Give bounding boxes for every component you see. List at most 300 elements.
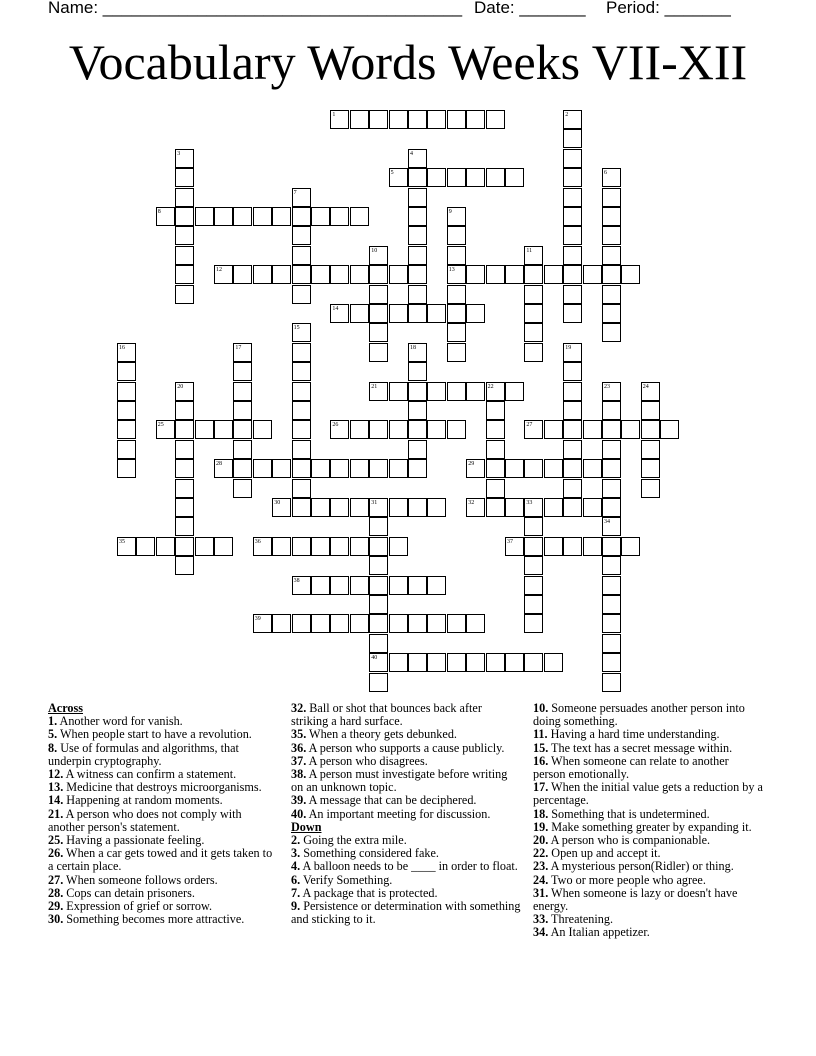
crossword-cell[interactable]	[330, 207, 349, 226]
clue-number: 32.	[291, 702, 307, 715]
clue-text: A message that can be deciphered.	[306, 793, 477, 808]
crossword-cell[interactable]	[292, 285, 311, 304]
crossword-cell[interactable]	[602, 614, 621, 633]
crossword-cell[interactable]	[292, 401, 311, 420]
crossword-cell[interactable]	[330, 265, 349, 284]
crossword-cell[interactable]	[602, 420, 621, 439]
crossword-cell[interactable]	[408, 110, 427, 129]
crossword-cell[interactable]	[427, 168, 446, 187]
crossword-cell[interactable]	[583, 537, 602, 556]
clue-text: A mysterious person(Ridler) or thing.	[548, 859, 734, 874]
crossword-cell[interactable]	[175, 246, 194, 265]
crossword-cell[interactable]	[389, 110, 408, 129]
crossword-cell[interactable]	[408, 498, 427, 517]
crossword-cell[interactable]	[544, 537, 563, 556]
crossword-cell[interactable]	[524, 265, 543, 284]
crossword-cell[interactable]	[524, 576, 543, 595]
crossword-cell[interactable]	[563, 168, 582, 187]
crossword-cell[interactable]	[602, 498, 621, 517]
crossword-cell[interactable]	[233, 479, 252, 498]
crossword-cell[interactable]	[427, 576, 446, 595]
crossword-cell[interactable]	[427, 653, 446, 672]
crossword-cell[interactable]	[195, 207, 214, 226]
crossword-cell[interactable]	[466, 168, 485, 187]
clue-number-label: 32	[468, 500, 475, 506]
crossword-cell[interactable]	[486, 653, 505, 672]
crossword-cell[interactable]	[214, 537, 233, 556]
clue-text: Someone persuades another person into doing something.	[533, 702, 745, 729]
clue-number-label: 24	[642, 383, 649, 390]
crossword-cell[interactable]	[117, 440, 136, 459]
crossword-cell[interactable]	[408, 420, 427, 439]
crossword-cell[interactable]	[350, 265, 369, 284]
crossword-cell[interactable]	[350, 207, 369, 226]
crossword-cell[interactable]	[563, 188, 582, 207]
crossword-cell[interactable]	[641, 479, 660, 498]
crossword-cell[interactable]	[175, 556, 194, 575]
crossword-cell[interactable]	[369, 343, 388, 362]
crossword-cell[interactable]	[272, 614, 291, 633]
crossword-cell[interactable]	[563, 401, 582, 420]
crossword-cell[interactable]	[369, 537, 388, 556]
crossword-cell[interactable]	[214, 207, 233, 226]
crossword-cell[interactable]	[563, 226, 582, 245]
clue-number: 2.	[291, 833, 301, 848]
crossword-cell[interactable]	[292, 420, 311, 439]
crossword-cell[interactable]	[408, 362, 427, 381]
clue-number-label: 21	[371, 383, 378, 390]
crossword-cell[interactable]	[602, 207, 621, 226]
crossword-cell[interactable]	[389, 653, 408, 672]
crossword-cell[interactable]	[369, 420, 388, 439]
crossword-cell[interactable]	[602, 556, 621, 575]
crossword-cell[interactable]	[175, 207, 194, 226]
crossword-cell[interactable]	[175, 440, 194, 459]
clue-number-label: 23	[604, 383, 610, 390]
clue-number: 9.	[291, 899, 301, 914]
crossword-cell[interactable]	[311, 459, 330, 478]
crossword-cell[interactable]	[292, 246, 311, 265]
crossword-cell[interactable]	[369, 556, 388, 575]
crossword-cell[interactable]	[602, 673, 621, 692]
crossword-cell[interactable]	[524, 343, 543, 362]
crossword-cell[interactable]	[156, 537, 175, 556]
clue-item	[533, 926, 763, 939]
crossword-cell[interactable]	[311, 537, 330, 556]
crossword-cell[interactable]	[486, 110, 505, 129]
crossword-cell[interactable]	[602, 401, 621, 420]
crossword-cell[interactable]	[175, 226, 194, 245]
crossword-cell[interactable]	[389, 614, 408, 633]
clue-text: Two or more people who agree.	[548, 872, 706, 887]
crossword-cell[interactable]	[175, 168, 194, 187]
crossword-cell[interactable]	[563, 382, 582, 401]
crossword-cell[interactable]	[408, 440, 427, 459]
clue-number: 17.	[533, 780, 549, 795]
crossword-cell[interactable]	[602, 440, 621, 459]
crossword-cell[interactable]	[602, 653, 621, 672]
crossword-cell[interactable]	[447, 246, 466, 265]
crossword-cell[interactable]	[505, 265, 524, 284]
crossword-cell[interactable]	[583, 420, 602, 439]
crossword-cell[interactable]	[563, 265, 582, 284]
crossword-cell[interactable]	[563, 207, 582, 226]
crossword-cell[interactable]	[389, 537, 408, 556]
crossword-cell[interactable]	[583, 459, 602, 478]
crossword-cell[interactable]	[233, 207, 252, 226]
crossword-cell[interactable]	[602, 188, 621, 207]
crossword-cell[interactable]	[292, 440, 311, 459]
clue-number-label: 35	[119, 538, 125, 545]
crossword-cell[interactable]	[311, 207, 330, 226]
crossword-cell[interactable]	[369, 673, 388, 692]
crossword-cell[interactable]	[524, 537, 543, 556]
crossword-cell[interactable]	[544, 459, 563, 478]
crossword-cell[interactable]	[369, 576, 388, 595]
crossword-cell[interactable]	[466, 614, 485, 633]
crossword-cell[interactable]	[447, 653, 466, 672]
crossword-cell[interactable]	[563, 479, 582, 498]
crossword-cell[interactable]	[350, 576, 369, 595]
crossword-cell[interactable]	[621, 537, 640, 556]
crossword-cell[interactable]	[563, 285, 582, 304]
crossword-cell[interactable]	[505, 498, 524, 517]
crossword-cell[interactable]	[117, 420, 136, 439]
crossword-cell[interactable]	[408, 168, 427, 187]
crossword-cell[interactable]	[427, 498, 446, 517]
crossword-cell[interactable]	[369, 517, 388, 536]
crossword-cell[interactable]	[427, 614, 446, 633]
crossword-cell[interactable]	[408, 285, 427, 304]
clue-number: 11.	[533, 727, 548, 742]
crossword-cell[interactable]	[447, 420, 466, 439]
crossword-cell[interactable]	[292, 498, 311, 517]
crossword-cell[interactable]	[447, 343, 466, 362]
crossword-cell[interactable]	[292, 479, 311, 498]
crossword-cell[interactable]	[466, 653, 485, 672]
crossword-cell[interactable]	[369, 285, 388, 304]
crossword-cell[interactable]	[175, 537, 194, 556]
crossword-cell[interactable]	[505, 382, 524, 401]
crossword-cell[interactable]	[233, 401, 252, 420]
crossword-cell[interactable]	[602, 634, 621, 653]
crossword-cell[interactable]	[175, 459, 194, 478]
crossword-cell[interactable]	[311, 576, 330, 595]
crossword-cell[interactable]	[524, 595, 543, 614]
crossword-cell[interactable]	[408, 614, 427, 633]
crossword-cell[interactable]	[117, 382, 136, 401]
clue-number-label: 36	[254, 538, 261, 545]
crossword-cell[interactable]	[408, 576, 427, 595]
crossword-cell[interactable]	[583, 265, 602, 284]
crossword-cell[interactable]	[602, 265, 621, 284]
crossword-cell[interactable]	[292, 382, 311, 401]
crossword-cell[interactable]	[136, 537, 155, 556]
crossword-cell[interactable]	[175, 401, 194, 420]
crossword-cell[interactable]	[486, 440, 505, 459]
crossword-cell[interactable]	[641, 440, 660, 459]
crossword-cell[interactable]	[602, 226, 621, 245]
crossword-cell[interactable]	[427, 110, 446, 129]
crossword-cell[interactable]	[330, 498, 349, 517]
clue-text: When the initial value gets a reduction by a percentage.	[533, 780, 763, 808]
crossword-cell[interactable]	[369, 459, 388, 478]
crossword-cell[interactable]	[175, 265, 194, 284]
crossword-cell[interactable]	[524, 285, 543, 304]
crossword-cell[interactable]	[408, 246, 427, 265]
crossword-cell[interactable]	[544, 653, 563, 672]
crossword-cell[interactable]	[350, 110, 369, 129]
crossword-cell[interactable]	[233, 459, 252, 478]
crossword-cell[interactable]	[175, 285, 194, 304]
crossword-cell[interactable]	[524, 323, 543, 342]
clue-text: Another word for vanish.	[57, 714, 183, 729]
crossword-cell[interactable]	[272, 207, 291, 226]
crossword-cell[interactable]	[175, 498, 194, 517]
crossword-cell[interactable]	[117, 362, 136, 381]
crossword-cell[interactable]	[602, 479, 621, 498]
clue-item	[291, 900, 521, 926]
crossword-cell[interactable]	[253, 459, 272, 478]
crossword-cell[interactable]	[486, 420, 505, 439]
crossword-cell[interactable]	[660, 420, 679, 439]
crossword-cell[interactable]	[466, 265, 485, 284]
crossword-cell[interactable]	[272, 537, 291, 556]
crossword-cell[interactable]	[408, 382, 427, 401]
crossword-cell[interactable]	[292, 343, 311, 362]
crossword-cell[interactable]	[602, 246, 621, 265]
crossword-cell[interactable]	[447, 304, 466, 323]
crossword-cell[interactable]	[602, 323, 621, 342]
crossword-cell[interactable]	[524, 517, 543, 536]
clue-number-label: 17	[235, 344, 242, 351]
crossword-cell[interactable]	[602, 459, 621, 478]
crossword-cell[interactable]	[389, 382, 408, 401]
crossword-cell[interactable]	[408, 304, 427, 323]
crossword-cell[interactable]	[369, 304, 388, 323]
crossword-cell[interactable]	[641, 401, 660, 420]
crossword-cell[interactable]	[292, 537, 311, 556]
crossword-cell[interactable]	[563, 420, 582, 439]
crossword-cell[interactable]	[292, 207, 311, 226]
crossword-cell[interactable]	[524, 556, 543, 575]
crossword-cell[interactable]	[408, 401, 427, 420]
crossword-cell[interactable]	[583, 498, 602, 517]
crossword-cell[interactable]	[621, 420, 640, 439]
crossword-cell[interactable]	[524, 614, 543, 633]
crossword-cell[interactable]	[389, 459, 408, 478]
clue-number-label: 30	[274, 500, 281, 506]
name-field[interactable]: Name: ______________________________________	[48, 0, 463, 17]
clue-number-label: 1	[332, 112, 336, 118]
crossword-cell[interactable]	[175, 420, 194, 439]
clue-number: 29.	[48, 899, 64, 914]
crossword-cell[interactable]	[233, 265, 252, 284]
crossword-cell[interactable]	[602, 304, 621, 323]
crossword-cell[interactable]	[214, 420, 233, 439]
crossword-cell[interactable]	[486, 459, 505, 478]
clue-number-label: 2	[565, 112, 569, 118]
crossword-cell[interactable]	[447, 226, 466, 245]
crossword-cell[interactable]	[427, 420, 446, 439]
crossword-cell[interactable]	[602, 537, 621, 556]
crossword-cell[interactable]	[350, 420, 369, 439]
clue-number: 23.	[533, 859, 549, 874]
crossword-cell[interactable]	[602, 595, 621, 614]
clue-item	[533, 702, 763, 728]
crossword-cell[interactable]	[233, 420, 252, 439]
crossword-cell[interactable]	[524, 459, 543, 478]
crossword-cell[interactable]	[447, 614, 466, 633]
crossword-cell[interactable]	[350, 614, 369, 633]
clue-number-label: 8	[157, 209, 161, 215]
crossword-cell[interactable]	[466, 110, 485, 129]
crossword-cell[interactable]	[505, 653, 524, 672]
crossword-cell[interactable]	[369, 265, 388, 284]
crossword-cell[interactable]	[505, 459, 524, 478]
crossword-cell[interactable]	[389, 304, 408, 323]
crossword-cell[interactable]	[253, 420, 272, 439]
crossword-cell[interactable]	[486, 479, 505, 498]
crossword-cell[interactable]	[408, 226, 427, 245]
crossword-cell[interactable]	[330, 537, 349, 556]
crossword-cell[interactable]	[486, 265, 505, 284]
crossword-cell[interactable]	[563, 304, 582, 323]
crossword-cell[interactable]	[447, 323, 466, 342]
crossword-cell[interactable]	[292, 614, 311, 633]
clue-number: 24.	[533, 872, 549, 887]
crossword-cell[interactable]	[195, 420, 214, 439]
crossword-cell[interactable]	[350, 304, 369, 323]
crossword-cell[interactable]	[447, 285, 466, 304]
clue-number-label: 40	[371, 655, 378, 662]
crossword-cell[interactable]	[563, 537, 582, 556]
crossword-cell[interactable]	[563, 362, 582, 381]
crossword-cell[interactable]	[311, 614, 330, 633]
crossword-cell[interactable]	[447, 382, 466, 401]
crossword-cell[interactable]	[563, 149, 582, 168]
crossword-cell[interactable]	[117, 401, 136, 420]
crossword-cell[interactable]	[544, 420, 563, 439]
clue-number: 25.	[48, 833, 64, 848]
crossword-cell[interactable]	[641, 420, 660, 439]
clue-number-label: 15	[293, 325, 300, 332]
crossword-cell[interactable]	[427, 304, 446, 323]
crossword-cell[interactable]	[641, 459, 660, 478]
crossword-cell[interactable]	[602, 285, 621, 304]
clues-column-2	[291, 702, 521, 956]
crossword-cell[interactable]	[369, 595, 388, 614]
crossword-cell[interactable]	[175, 517, 194, 536]
date-field[interactable]: Date: _______	[474, 0, 586, 17]
crossword-cell[interactable]	[408, 265, 427, 284]
crossword-cell[interactable]	[389, 265, 408, 284]
crossword-cell[interactable]	[272, 265, 291, 284]
clue-number: 3.	[291, 846, 301, 861]
clue-number: 14.	[48, 793, 64, 808]
crossword-cell[interactable]	[253, 265, 272, 284]
crossword-cell[interactable]	[272, 459, 291, 478]
crossword-cell[interactable]	[563, 459, 582, 478]
crossword-cell[interactable]	[544, 265, 563, 284]
crossword-cell[interactable]	[505, 168, 524, 187]
crossword-cell[interactable]	[408, 653, 427, 672]
crossword-cell[interactable]	[486, 498, 505, 517]
crossword-cell[interactable]	[563, 246, 582, 265]
crossword-cell[interactable]	[311, 498, 330, 517]
crossword-cell[interactable]	[369, 323, 388, 342]
crossword-cell[interactable]	[389, 420, 408, 439]
crossword-cell[interactable]	[117, 459, 136, 478]
crossword-cell[interactable]	[389, 576, 408, 595]
crossword-cell[interactable]	[447, 168, 466, 187]
clue-text: An important meeting for discussion.	[306, 806, 491, 821]
crossword-cell[interactable]	[563, 498, 582, 517]
crossword-cell[interactable]	[175, 188, 194, 207]
crossword-cell[interactable]	[233, 440, 252, 459]
crossword-cell[interactable]	[563, 129, 582, 148]
crossword-cell[interactable]	[389, 498, 408, 517]
crossword-cell[interactable]	[486, 168, 505, 187]
crossword-cell[interactable]	[233, 362, 252, 381]
crossword-cell[interactable]	[447, 110, 466, 129]
crossword-cell[interactable]	[292, 265, 311, 284]
crossword-cell[interactable]	[369, 614, 388, 633]
crossword-cell[interactable]	[486, 401, 505, 420]
crossword-cell[interactable]	[563, 440, 582, 459]
crossword-cell[interactable]	[621, 265, 640, 284]
clue-text: A witness can confirm a statement.	[63, 767, 237, 782]
clue-number: 12.	[48, 767, 64, 782]
crossword-cell[interactable]	[408, 207, 427, 226]
crossword-cell[interactable]	[330, 459, 349, 478]
across-clue-list-continued	[291, 702, 521, 821]
crossword-cell[interactable]	[524, 304, 543, 323]
crossword-cell[interactable]	[175, 479, 194, 498]
crossword-cell[interactable]	[292, 459, 311, 478]
crossword-cell[interactable]	[466, 304, 485, 323]
period-field[interactable]: Period: _______	[606, 0, 731, 17]
clue-item	[533, 781, 763, 807]
crossword-cell[interactable]	[369, 634, 388, 653]
crossword-cell[interactable]	[292, 362, 311, 381]
clue-number-label: 38	[293, 577, 300, 584]
crossword-cell[interactable]	[350, 459, 369, 478]
crossword-cell[interactable]	[311, 265, 330, 284]
crossword-cell[interactable]	[369, 110, 388, 129]
crossword-cell[interactable]	[350, 498, 369, 517]
crossword-cell[interactable]	[466, 382, 485, 401]
crossword-cell[interactable]	[408, 188, 427, 207]
crossword-cell[interactable]	[233, 382, 252, 401]
crossword-cell[interactable]	[427, 382, 446, 401]
crossword-cell[interactable]	[292, 226, 311, 245]
clue-number-label: 7	[293, 189, 297, 196]
crossword-cell[interactable]	[195, 537, 214, 556]
crossword-cell[interactable]	[253, 207, 272, 226]
crossword-cell[interactable]	[350, 537, 369, 556]
crossword-cell[interactable]	[330, 614, 349, 633]
clue-text: A person who supports a cause publicly.	[306, 740, 505, 755]
crossword-cell[interactable]	[330, 576, 349, 595]
crossword-cell[interactable]	[524, 653, 543, 672]
crossword-cell[interactable]	[408, 459, 427, 478]
clue-text: A person who does not comply with another person's statement.	[48, 806, 242, 834]
clue-text: Threatening.	[548, 912, 613, 927]
crossword-cell[interactable]	[544, 498, 563, 517]
crossword-cell[interactable]	[602, 576, 621, 595]
clue-number-label: 31	[371, 500, 378, 506]
